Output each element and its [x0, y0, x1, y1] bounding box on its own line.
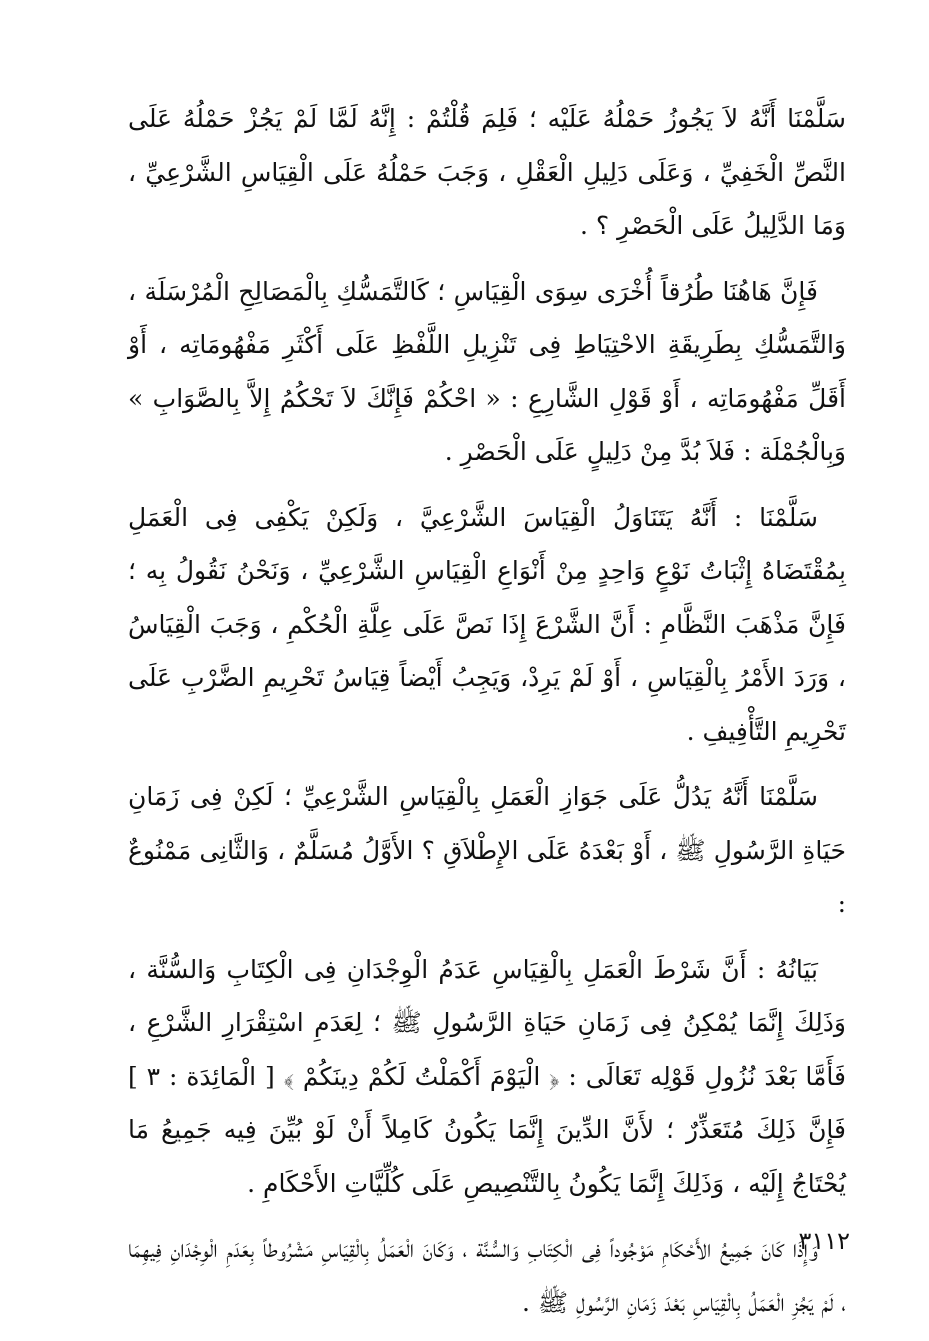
paragraph-1: سَلَّمْنَا أَنَّهُ لاَ يَجُوزُ حَمْلُهُ عَلَيْه ؛ فَلِمَ قُلْتُمْ : إِنَّهُ لَمَّا لَمْ يَجُزْ حَمْلُهُ عَلَى النَّصِّ الْخَفِيِّ ، وَعَلَى دَلِيلِ الْعَقْلِ ، وَجَبَ حَمْلُهُ عَلَى الْقِيَاسِ الشَّرْعِيِّ ، وَمَا الدَّلِيلُ عَلَى الْحَصْرِ ؟ . — [128, 104, 846, 240]
paragraph-6: وَإِذَا كَانَ جَمِيعُ الأَحْكَامِ مَوْجُوداً فِى الْكِتَابِ وَالسُّنَّة ، وَكَانَ الْعَمَلُ بِالْقِيَاسِ مَشْرُوطاً بِعَدَمِ الْوِجْدَانِ فِيهِمَا ، لَمْ يَجُزِ الْعَمَلُ بِالْقِيَاسِ بَعْدَ زَمَانِ الرَّسُولِ ﷺ . — [128, 1234, 846, 1317]
page-number: ٣١١٢ — [798, 1227, 850, 1255]
paragraph-3: سَلَّمْنَا : أَنَّهُ يَتَنَاوَلُ الْقِيَاسَ الشَّرْعِيَّ ، وَلَكِنْ يَكْفِى فِى الْعَمَلِ بِمُقْتَضَاهُ إِثْبَاتُ نَوْعٍ وَاحِدٍ مِنْ أَنْوَاعِ الْقِيَاسِ الشَّرْعِيِّ ، وَنَحْنُ نَقُولُ بِه ؛ فَإِنَّ مَذْهَبَ النَّظَّامِ : أَنَّ الشَّرْعَ إِذَا نَصَّ عَلَى عِلَّةِ الْحُكْمِ ، وَجَبَ الْقِيَاسُ ، وَرَدَ الأَمْرُ بِالْقِيَاسِ ، أَوْ لَمْ يَرِدْ، وَيَجِبُ أَيْضاً قِيَاسُ تَحْرِيمِ الضَّرْبِ عَلَى تَحْرِيمِ التَّأْفِيفِ . — [128, 502, 846, 746]
paragraph-5: بَيَانُهُ : أَنَّ شَرْطَ الْعَمَلِ بِالْقِيَاسِ عَدَمُ الْوِجْدَانِ فِى الْكِتَابِ وَالسُّنَّة ، وَذَلِكَ إِنَّمَا يُمْكِنُ فِى زَمَانِ حَيَاةِ الرَّسُولِ ﷺ ؛ لِعَدَمِ اسْتِقْرَارِ الشَّرْعِ ، فَأَمَّا بَعْدَ نُزُولِ قَوْلِه تَعَالَى : ﴿ الْيَوْمَ أَكْمَلْتُ لَكُمْ دِينَكُمْ ﴾ [ الْمَائِدَة : ٣ ] فَإِنَّ ذَلِكَ مُتَعَذِّرٌ ؛ لأَنَّ الدِّينَ إِنَّمَا يَكُونُ كَامِلاً أَنْ لَوْ بُيِّنَ فِيه جَمِيعُ مَا يُحْتَاجُ إِلَيْه ، وَذَلِكَ إِنَّمَا يَكُونُ بِالتَّنْصِيصِ عَلَى كُلِّيَّاتِ الأَحْكَامِ . — [128, 954, 846, 1198]
main-text — [128, 92, 846, 1341]
paragraph-2: فَإِنَّ هَاهُنَا طُرُقاً أُخْرَى سِوَى الْقِيَاسِ ؛ كَالتَّمَسُّكِ بِالْمَصَالِحِ الْمُرْسَلَة ، وَالتَّمَسُّكِ بِطَرِيقَةِ الاحْتِيَاطِ فِى تَنْزِيلِ اللَّفْظِ عَلَى أَكْثَرِ مَفْهُومَاتِه ، أَوْ أَقَلِّ مَفْهُومَاتِه ، أَوْ قَوْلِ الشَّارِعِ : « احْكُمْ فَإِنَّكَ لاَ تَحْكُمُ إِلاَّ بِالصَّوَابِ » وَبِالْجُمْلَة : فَلاَ بُدَّ مِنْ دَلِيلٍ عَلَى الْحَصْرِ . — [128, 276, 846, 466]
paragraph-4: سَلَّمْنَا أَنَّهُ يَدُلُّ عَلَى جَوَازِ الْعَمَلِ بِالْقِيَاسِ الشَّرْعِيِّ ؛ لَكِنْ فِى زَمَانِ حَيَاةِ الرَّسُولِ ﷺ ، أَوْ بَعْدَهُ عَلَى الإِطْلاَقِ ؟ الأَوَّلُ مُسَلَّمٌ ، وَالثَّانِى مَمْنُوعٌ : — [128, 782, 846, 918]
